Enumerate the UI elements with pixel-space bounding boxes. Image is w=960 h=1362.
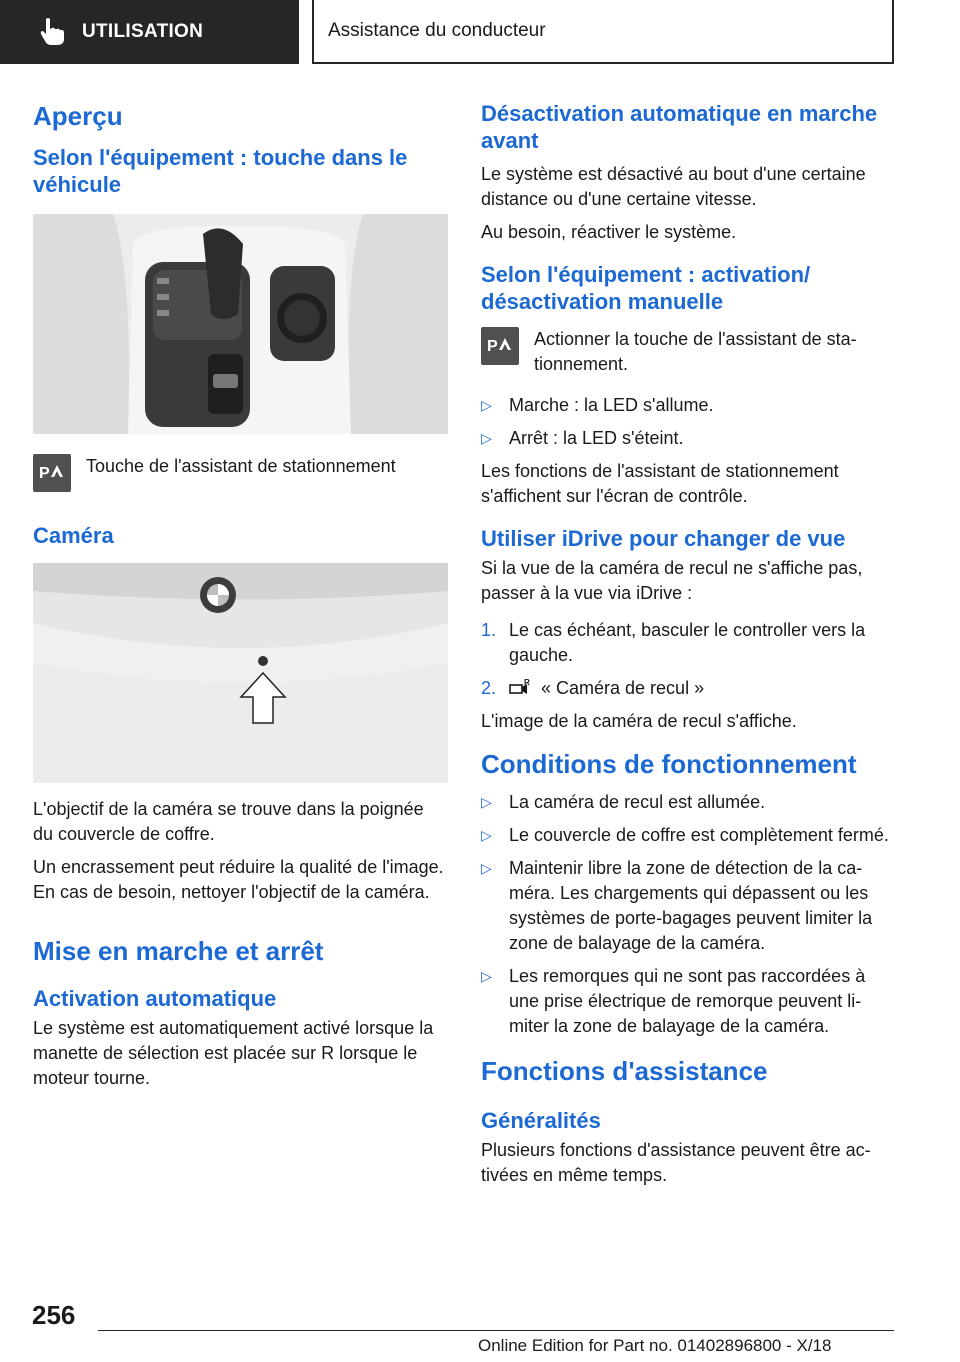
section-tab <box>0 0 299 64</box>
heading-activation: Activation automatique <box>33 986 277 1011</box>
chapter-title: Assistance du conducteur <box>328 20 546 41</box>
list-item: 2. R « Caméra de recul » <box>481 678 705 698</box>
heading-conditions: Conditions de fonctionnement <box>481 749 857 779</box>
page-number: 256 <box>32 1300 76 1330</box>
camera-paragraph-2: Un encrassement peut réduire la qualité de l'image. En cas de besoin, nettoyer l'objectif de la caméra. <box>33 857 444 902</box>
activation-paragraph: Le système est automatiquement activé lorsque la manette de sélection est placée sur R lorsque le moteur tourne. <box>33 1018 434 1088</box>
trunk-photo <box>33 563 448 783</box>
trunk-illustration <box>33 563 448 783</box>
idrive-steps <box>481 618 896 701</box>
list-item: ▷ Les remorques qui ne sont pas raccordées à une prise électrique de remorque peuvent li-miter la zone de balayage de la caméra. <box>481 966 866 1036</box>
desact-paragraph-2: Au besoin, réactiver le système. <box>481 222 737 242</box>
chapter-tab <box>312 0 894 64</box>
list-item: ▷ Marche : la LED s'allume. <box>481 393 896 418</box>
triangle-right-icon: ▷ <box>481 430 492 446</box>
manuelle-icon-text: Actionner la touche de l'assistant de sta-tionnement. <box>534 329 857 374</box>
generalites-paragraph: Plusieurs fonctions d'assistance peuvent être ac-tivées en même temps. <box>481 1140 871 1185</box>
console-photo <box>33 214 448 434</box>
idrive-paragraph-2: L'image de la caméra de recul s'affiche. <box>481 711 797 731</box>
idrive-paragraph-1: Si la vue de la caméra de recul ne s'affiche pas, passer à la vue via iDrive : <box>481 558 863 603</box>
list-item: ▷ Arrêt : la LED s'éteint. <box>481 426 896 451</box>
svg-text:P: P <box>39 465 50 482</box>
heading-idrive: Utiliser iDrive pour changer de vue <box>481 526 846 551</box>
footer-edition: Online Edition for Part no. 01402896800 - X/18 <box>478 1336 832 1355</box>
heading-apercu: Aperçu <box>33 101 123 131</box>
heading-fonctions: Fonctions d'assistance <box>481 1056 768 1086</box>
svg-text:P: P <box>487 338 498 355</box>
triangle-right-icon: ▷ <box>481 794 492 810</box>
triangle-right-icon: ▷ <box>481 397 492 413</box>
manuelle-icon-row <box>481 327 896 377</box>
right-column <box>481 100 896 1196</box>
list-item: ▷ Maintenir libre la zone de détection de la ca-méra. Les chargements qui dépassent ou les systèmes de porte-bagages peuvent limiter la zone de balayage de la caméra. <box>481 858 873 953</box>
heading-desactivation: Désactivation automatique en marche avant <box>481 101 878 153</box>
heading-camera: Caméra <box>33 523 114 548</box>
heading-manuelle: Selon l'équipement : activation/ désactivation manuelle <box>481 262 811 314</box>
heading-marche: Mise en marche et arrêt <box>33 936 324 966</box>
footer-divider <box>98 1330 894 1331</box>
park-assist-button-icon <box>481 327 519 365</box>
hand-pointer-icon <box>38 17 66 47</box>
triangle-right-icon: ▷ <box>481 968 492 984</box>
touche-caption-row <box>33 454 448 492</box>
left-column <box>33 100 448 1099</box>
section-title: UTILISATION <box>82 21 204 42</box>
page-header <box>0 0 960 66</box>
manuelle-list <box>481 393 896 451</box>
desact-paragraph-1: Le système est désactivé au bout d'une certaine distance ou d'une certaine vitesse. <box>481 164 866 209</box>
manuelle-paragraph: Les fonctions de l'assistant de stationnement s'affichent sur l'écran de contrôle. <box>481 461 839 506</box>
svg-text:R: R <box>524 678 530 687</box>
touche-caption: Touche de l'assistant de stationnement <box>86 456 396 476</box>
triangle-right-icon: ▷ <box>481 827 492 843</box>
camera-paragraph-1: L'objectif de la caméra se trouve dans la poignée du couvercle de coffre. <box>33 799 424 844</box>
list-item: ▷ La caméra de recul est allumée. <box>481 790 896 815</box>
console-illustration <box>33 214 448 434</box>
list-item: ▷ Le couvercle de coffre est complètement fermé. <box>481 823 896 848</box>
list-item: 1. Le cas échéant, basculer le controller vers la gauche. <box>481 620 866 665</box>
heading-generalites: Généralités <box>481 1108 601 1133</box>
conditions-list <box>481 790 896 1039</box>
triangle-right-icon: ▷ <box>481 860 492 876</box>
rear-camera-icon <box>509 678 533 696</box>
heading-touche: Selon l'équipement : touche dans le véhicule <box>33 145 408 197</box>
park-assist-button-icon <box>33 454 71 492</box>
